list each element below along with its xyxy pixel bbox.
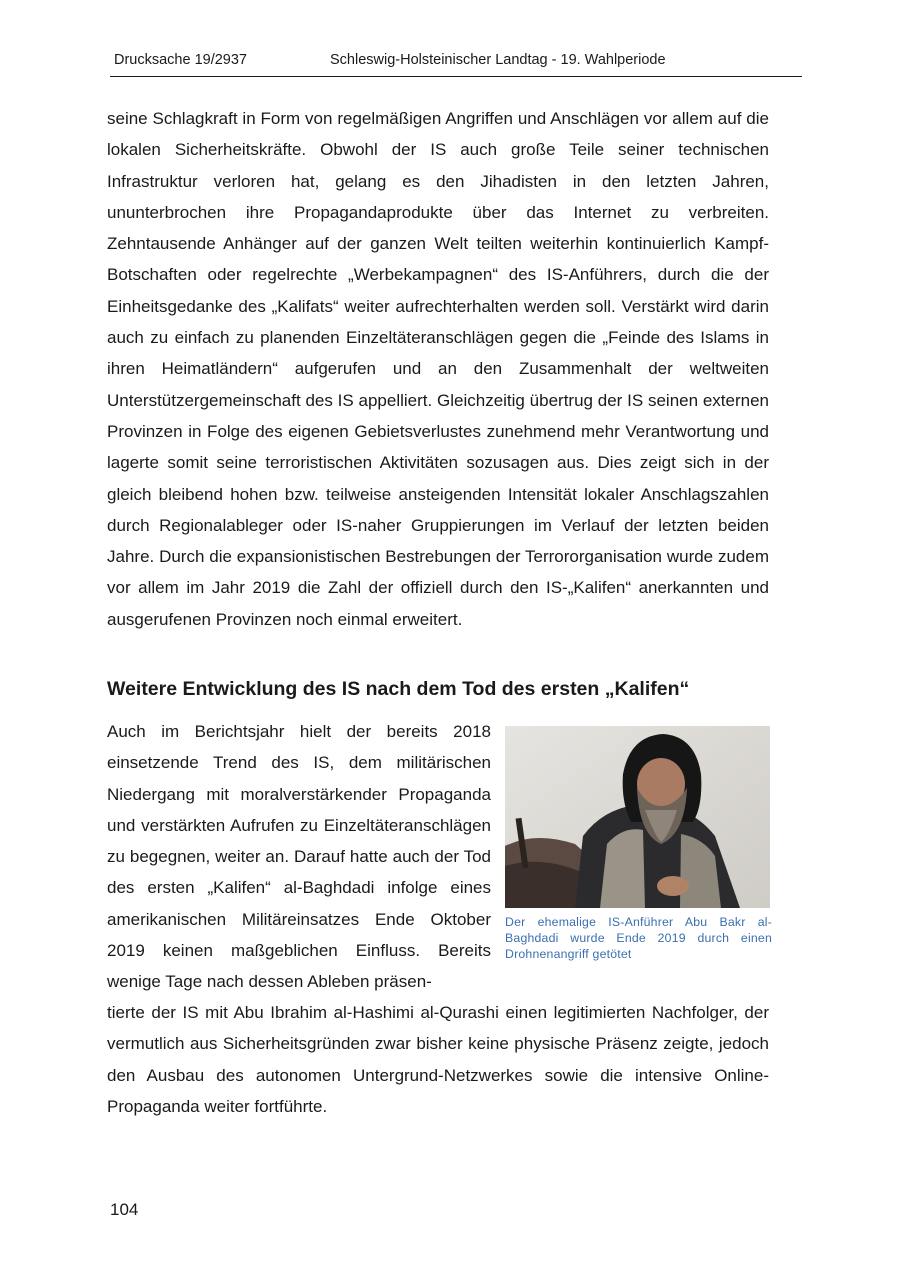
body-paragraph-wrapped: Auch im Berichtsjahr hielt der bereits 2018 einsetzende Trend des IS, dem militärischen Niedergang mit moralverstärkender Propaganda und verstärkten Aufrufen zu Einzeltäteranschlägen zu begegnen, weiter an. Darauf hatte auch der Tod des ersten „Kalifen“ al-Baghdadi infolge eines amerikanischen Militäreinsatzes Ende Oktober 2019 keinen maßgeblichen Einfluss. Bereits wenige Tage nach dessen Ableben präsen-: [107, 722, 491, 992]
page-header: [110, 52, 802, 74]
header-divider: [110, 76, 802, 77]
figure-caption: Der ehemalige IS-Anführer Abu Bakr al-Baghdadi wurde Ende 2019 durch einen Drohnenangriff getötet: [505, 915, 772, 961]
body-paragraph: seine Schlagkraft in Form von regelmäßigen Angriffen und Anschlägen vor allem auf die lokalen Sicherheitskräfte. Obwohl der IS auch große Teile seiner technischen Infrastruktur verloren hat, gelang es den Jihadisten in den letzten Jahren, ununterbrochen ihre Propagandaprodukte über das Internet zu verbreiten. Zehntausende Anhänger auf der ganzen Welt teilten weiterhin kontinuierlich Kampf-Botschaften oder regelrechte „Werbekampagnen“ des IS-Anführers, durch die der Einheitsgedanke des „Kalifats“ weiter aufrechterhalten werden soll. Verstärkt wird darin auch zu einfach zu planenden Einzeltäteranschlägen gegen die „Feinde des Islams in ihren Heimatländern“ aufgerufen und an den Zusammenhalt der weltweiten Unterstützergemeinschaft des IS appelliert. Gleichzeitig übertrug der IS seinen externen Provinzen in Folge des eigenen Gebietsverlustes zunehmend mehr Verantwortung und lagerte somit seine terroristischen Aktivitäten sozusagen aus. Dies zeigt sich in der gleich bleibend hohen bzw. teilweise ansteigenden Intensität lokaler Anschlagszahlen durch Regionalableger oder IS-naher Gruppierungen im Verlauf der letzten beiden Jahre. Durch die expansionistischen Bestrebungen der Terrororganisation wurde zudem vor allem im Jahr 2019 die Zahl der offiziell durch den IS-„Kalifen“ anerkannten und ausgerufenen Provinzen noch einmal erweitert.: [107, 109, 769, 629]
body-paragraph-full-width: tierte der IS mit Abu Ibrahim al-Hashimi al-Qurashi einen legitimierten Nachfolger, der vermutlich aus Sicherheitsgründen zwar bisher keine physische Präsenz zeigte, jedoch den Ausbau des autonomen Untergrund-Netzwerkes sowie die intensive Online-Propaganda weiter fortführte.: [107, 1003, 769, 1116]
parliament-title: Schleswig-Holsteinischer Landtag - 19. Wahlperiode: [330, 52, 666, 68]
section-heading: Weitere Entwicklung des IS nach dem Tod des ersten „Kalifen“: [107, 678, 690, 700]
portrait-photo: [505, 726, 770, 908]
page-number: 104: [110, 1200, 139, 1219]
document-number: Drucksache 19/2937: [114, 52, 247, 68]
